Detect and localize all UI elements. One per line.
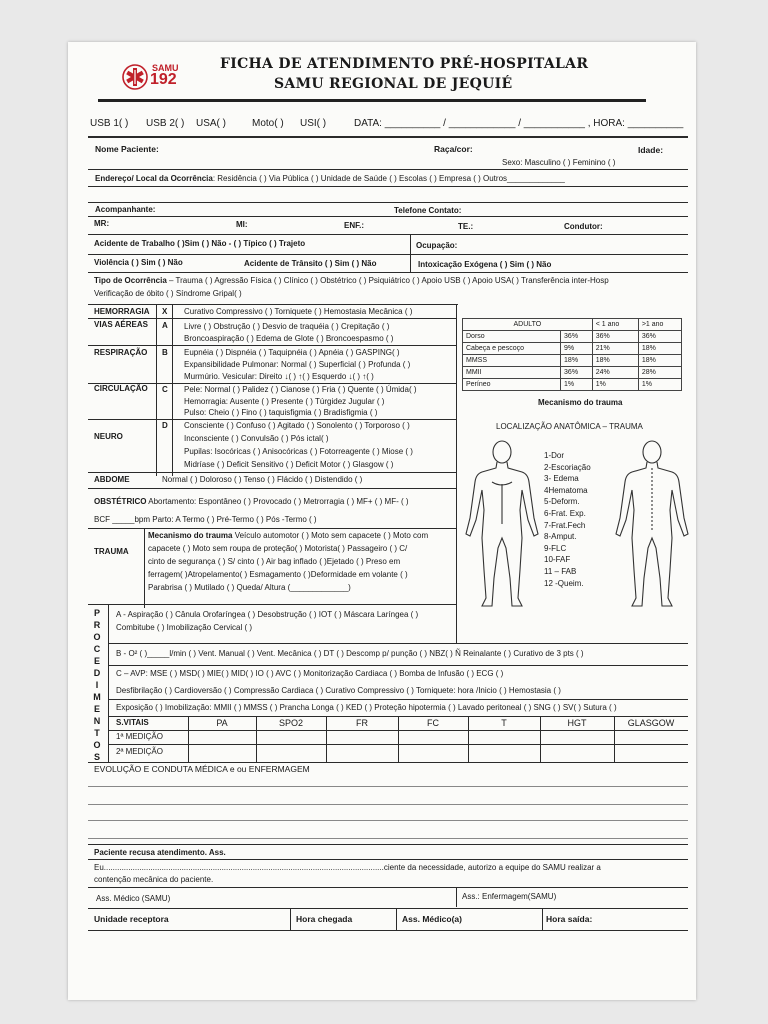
trauma-options-2[interactable]: capacete ( ) Moto sem roupa de proteção( ) Motorista( ) Passageiro ( ) C/	[148, 544, 408, 553]
airway-letter: A	[162, 321, 168, 330]
legend-item: 12 -Queim.	[544, 578, 584, 588]
intoxication-options[interactable]: Intoxicação Exógena ( ) Sim ( ) Não	[418, 260, 552, 269]
circulation-letter: C	[162, 385, 168, 394]
form-title: FICHA DE ATENDIMENTO PRÉ-HOSPITALAR	[220, 56, 589, 72]
age-label[interactable]: Idade:	[638, 145, 664, 155]
breathing-letter: B	[162, 348, 168, 357]
work-accident-options[interactable]: Acidente de Trabalho ( )Sim ( ) Não - ( ) Típico ( ) Trajeto	[94, 239, 306, 248]
burn-cell: 18%	[561, 355, 593, 367]
hemorrhage-letter: X	[162, 307, 168, 316]
legend-item: 4Hematoma	[544, 485, 588, 495]
trauma-options-5[interactable]: Parabrisa ( ) Mutilado ( ) Queda/ Altura (_____________)	[148, 583, 351, 592]
breathing-options-3[interactable]: Murmúrio. Vesicular: Direito ↓( ) ↑( ) Esquerdo ↓( ) ↑( )	[184, 372, 374, 381]
side-letter: S	[93, 752, 100, 762]
side-letter: E	[93, 656, 100, 666]
doctor-signature-label[interactable]: Ass. Médico (SAMU)	[96, 894, 171, 903]
sex-options[interactable]: Sexo: Masculino ( ) Feminino ( )	[502, 158, 616, 167]
hemorrhage-options[interactable]: Curativo Compressivo ( ) Torniquete ( ) Hemostasia Mecânica ( )	[184, 307, 413, 316]
logo-samu-text: SAMU	[152, 63, 179, 73]
companion-label[interactable]: Acompanhante:	[95, 205, 156, 214]
occurrence-type-options-2[interactable]: Verificação de óbito ( ) Síndrome Gripal( )	[94, 289, 242, 298]
burn-percentage-table	[462, 318, 682, 391]
date-time-field[interactable]: DATA: __________ / ____________ / ___________ , HORA: __________	[354, 118, 684, 129]
vitals-header-fc: FC	[427, 718, 439, 728]
burn-cell: MMII	[463, 367, 561, 379]
consent-statement-2: contenção mecânica do paciente.	[94, 875, 214, 884]
samu-star-of-life-icon	[122, 64, 148, 90]
anatomy-legend	[544, 450, 606, 589]
vitals-header-pa: PA	[216, 718, 228, 728]
nursing-signature-label[interactable]: Ass.: Enfermagem(SAMU)	[462, 892, 557, 901]
evolution-line[interactable]	[88, 838, 688, 839]
departure-time-label[interactable]: Hora saída:	[546, 914, 593, 924]
neuro-options-1[interactable]: Consciente ( ) Confuso ( ) Agitado ( ) Sonolento ( ) Torporoso ( )	[184, 421, 410, 430]
side-letter: E	[93, 704, 100, 714]
breathing-options-1[interactable]: Eupnéia ( ) Dispnéia ( ) Taquipnéia ( ) Apnéia ( ) GASPING( )	[184, 348, 400, 357]
legend-item: 11 – FAB	[544, 566, 577, 576]
vitals-header-label: S.VITAIS	[116, 718, 149, 727]
phone-label[interactable]: Telefone Contato:	[394, 206, 462, 215]
side-letter: T	[94, 728, 100, 738]
driver-label[interactable]: Condutor:	[564, 222, 603, 231]
patient-name-label[interactable]: Nome Paciente:	[95, 144, 159, 154]
procedure-c-options-2[interactable]: Desfibrilação ( ) Cardioversão ( ) Compressão Cardiaca ( ) Curativo Compressivo ( ) Torniquete: hora /Inicio ( ) Hemostasia ( )	[116, 686, 561, 695]
legend-item: 9-FLC	[544, 543, 567, 553]
trauma-options-3[interactable]: cinto de segurança ( ) S/ cinto ( ) Air bag inflado ( )Ejetado ( ) Preso em	[148, 557, 401, 566]
breathing-options-2[interactable]: Expansibilidade Pulmonar: Normal ( ) Superficial ( ) Profunda ( )	[184, 360, 411, 369]
burn-header-adult: ADULTO	[463, 319, 593, 331]
usi-option[interactable]: USI( )	[300, 118, 327, 129]
burn-table-row	[463, 331, 682, 343]
circulation-options-3[interactable]: Pulso: Cheio ( ) Fino ( ) taquisfigmia ( ) Bradisfigmia ( )	[184, 408, 378, 417]
moto-option[interactable]: Moto( )	[252, 118, 284, 129]
bcf-field[interactable]: BCF _____bpm Parto: A Termo ( ) Pré-Termo ( ) Pós -Termo ( )	[94, 515, 317, 524]
neuro-options-3[interactable]: Pupilas: Isocóricas ( ) Anisocóricas ( ) Fotorreagente ( ) Miose ( )	[184, 447, 413, 456]
evolution-line[interactable]	[88, 786, 688, 787]
vitals-header-spo2: SPO2	[278, 718, 303, 728]
traffic-accident-options[interactable]: Acidente de Trânsito ( ) Sim ( ) Não	[244, 259, 377, 268]
te-label[interactable]: TE.:	[458, 222, 474, 231]
procedure-exposure-options[interactable]: Exposição ( ) Imobilização: MMII ( ) MMSS ( ) Prancha Longa ( ) KED ( ) Proteção hipotermia ( ) Lavado peritoneal ( ) SNG ( ) SV( ) Sutura ( )	[116, 703, 617, 712]
abdomen-options[interactable]: Normal ( ) Doloroso ( ) Tenso ( ) Flácido ( ) Distendido ( )	[162, 475, 363, 484]
burn-cell: 24%	[592, 367, 638, 379]
vitals-header-glasgow: GLASGOW	[627, 718, 675, 728]
circulation-label: CIRCULAÇÃO	[94, 384, 148, 393]
burn-header-over1: >1 ano	[638, 319, 681, 331]
burn-cell: 1%	[638, 379, 681, 391]
legend-item: 3- Edema	[544, 474, 579, 484]
legend-item: 2-Escoriação	[544, 462, 591, 472]
burn-cell: Períneo	[463, 379, 561, 391]
burn-cell: 18%	[638, 355, 681, 367]
procedure-a-options-1[interactable]: A - Aspiração ( ) Cânula Orofaríngea ( ) Desobstrução ( ) IOT ( ) Máscara Laríngea ( )	[116, 610, 419, 619]
burn-cell: 18%	[638, 343, 681, 355]
abdomen-label: ABDOME	[94, 475, 130, 484]
trauma-options-4[interactable]: ferragem( )Atropelamento( ) Esmagamento ( )Deformidade em volante ( )	[148, 570, 408, 579]
legend-item: 10-FAF	[544, 555, 571, 565]
side-letter: D	[93, 668, 101, 678]
burn-cell: Dorso	[463, 331, 561, 343]
usb1-option[interactable]: USB 1( )	[90, 118, 129, 129]
vitals-row-2-label[interactable]: 2ª MEDIÇÃO	[116, 747, 163, 756]
trauma-label: TRAUMA	[94, 547, 129, 556]
side-letter: R	[93, 620, 101, 630]
legend-item: 1-Dor	[544, 451, 565, 460]
burn-table-row	[463, 355, 682, 367]
side-letter: I	[95, 680, 99, 690]
burn-cell: 36%	[561, 367, 593, 379]
vitals-header-hgt: HGT	[567, 718, 587, 728]
neuro-options-4[interactable]: Midríase ( ) Deficit Sensitivo ( ) Deficit Motor ( ) Glasgow ( )	[184, 460, 394, 469]
anatomy-title: LOCALIZAÇÃO ANATÔMICA – TRAUMA	[496, 422, 643, 431]
neuro-letter: D	[162, 421, 168, 430]
airway-label: VIAS AÉREAS	[94, 320, 148, 329]
vitals-header-fr: FR	[356, 718, 368, 728]
circulation-options-1[interactable]: Pele: Normal ( ) Palidez ( ) Cianose ( ) Fria ( ) Quente ( ) Úmida( )	[184, 385, 417, 394]
burn-cell: 21%	[592, 343, 638, 355]
vitals-row-1-label[interactable]: 1ª MEDIÇÃO	[116, 732, 163, 741]
mr-label[interactable]: MR:	[94, 219, 110, 228]
burn-table-caption: Mecanismo do trauma	[538, 398, 623, 407]
neuro-options-2[interactable]: Inconsciente ( ) Convulsão ( ) Pós ictal( )	[184, 434, 329, 443]
legend-item: 5-Deform.	[544, 497, 580, 507]
enf-label[interactable]: ENF.:	[344, 221, 364, 230]
side-letter: N	[93, 716, 101, 726]
legend-item: 7-Frat.Fech	[544, 520, 586, 530]
mi-label[interactable]: MI:	[236, 220, 248, 229]
violence-options[interactable]: Violência ( ) Sim ( ) Não	[94, 258, 183, 267]
receiving-doctor-label[interactable]: Ass. Médico(a)	[402, 914, 462, 924]
burn-cell: 36%	[561, 331, 593, 343]
airway-options-1[interactable]: Livre ( ) Obstrução ( ) Desvio de traquéia ( ) Crepitação ( )	[184, 322, 390, 331]
procedure-c-options-1[interactable]: C – AVP: MSE ( ) MSD( ) MIE( ) MID( ) IO ( ) AVC ( ) Monitorização Cardiaca ( ) Bomba de Infusão ( ) ECG ( )	[116, 669, 504, 678]
circulation-options-2[interactable]: Hemorragia: Ausente ( ) Presente ( ) Túrgidez Jugular ( )	[184, 397, 385, 406]
side-letter: M	[93, 692, 101, 702]
occupation-label[interactable]: Ocupação:	[416, 241, 458, 250]
usb2-option[interactable]: USB 2( )	[146, 118, 185, 129]
legend-item: 8-Amput.	[544, 532, 577, 542]
burn-cell: 18%	[592, 355, 638, 367]
vitals-header-t: T	[501, 718, 507, 728]
title-rule	[98, 99, 646, 102]
arrival-time-label[interactable]: Hora chegada	[296, 914, 353, 924]
logo-192-text: 192	[150, 71, 177, 88]
form-sheet	[68, 42, 696, 1000]
burn-header-under1: < 1 ano	[592, 319, 638, 331]
burn-table-header	[463, 319, 682, 331]
procedure-b-options[interactable]: B - O² ( )_____l/min ( ) Vent. Manual ( ) Vent. Mecânica ( ) DT ( ) Descomp p/ punção ( ) NBZ( ) Ñ Reinalante ( ) Curativo de 3 pts ( )	[116, 649, 584, 658]
address-field[interactable]: Endereço/ Local da Ocorrência: Residência ( ) Via Pública ( ) Unidade de Saúde ( ) Escolas ( ) Empresa ( ) Outros_____________	[95, 174, 565, 183]
burn-table-row	[463, 343, 682, 355]
race-label[interactable]: Raça/cor:	[434, 144, 473, 154]
evolution-line[interactable]	[88, 804, 688, 805]
burn-cell: MMSS	[463, 355, 561, 367]
body-front-figure[interactable]	[460, 438, 544, 614]
burn-cell: 28%	[638, 367, 681, 379]
receiving-unit-label[interactable]: Unidade receptora	[94, 914, 169, 924]
legend-item: 6-Frat. Exp.	[544, 508, 586, 518]
burn-cell: 1%	[592, 379, 638, 391]
trauma-options-1[interactable]: Mecanismo do trauma Veículo automotor ( ) Moto sem capacete ( ) Moto com	[148, 531, 429, 540]
burn-cell: 36%	[638, 331, 681, 343]
procedure-a-options-2[interactable]: Combitube ( ) Imobilização Cervical ( )	[116, 623, 253, 632]
usa-option[interactable]: USA( )	[196, 118, 226, 129]
side-letter: O	[93, 740, 101, 750]
burn-cell: 36%	[592, 331, 638, 343]
evolution-label: EVOLUÇÃO E CONDUTA MÉDICA e ou ENFERMAGEM	[94, 764, 310, 774]
burn-cell: 9%	[561, 343, 593, 355]
occurrence-type-options[interactable]: Tipo de Ocorrência – Trauma ( ) Agressão Física ( ) Clínico ( ) Obstétrico ( ) Psiquiátrico ( ) Apoio USB ( ) Apoio USA( ) Transferência inter-Hosp	[94, 276, 609, 285]
burn-table-row	[463, 379, 682, 391]
body-back-figure[interactable]	[610, 438, 694, 614]
airway-options-2[interactable]: Broncoaspiração ( ) Edema de Glote ( ) Broncoespasmo ( )	[184, 334, 394, 343]
burn-table-row	[463, 367, 682, 379]
burn-cell: 1%	[561, 379, 593, 391]
evolution-line[interactable]	[88, 820, 688, 821]
side-letter: O	[93, 632, 101, 642]
form-subtitle: SAMU REGIONAL DE JEQUIÉ	[274, 76, 513, 92]
hemorrhage-label: HEMORRAGIA	[94, 307, 150, 316]
breathing-label: RESPIRAÇÃO	[94, 348, 148, 357]
side-letter: C	[93, 644, 101, 654]
side-letter: P	[93, 608, 100, 618]
consent-statement[interactable]: Eu..............................................................................................................................ciente da necessidade, autorizo a equipe do SAMU realizar a	[94, 863, 601, 872]
neuro-label: NEURO	[94, 432, 123, 441]
burn-cell: Cabeça e pescoço	[463, 343, 561, 355]
refusal-label[interactable]: Paciente recusa atendimento. Ass.	[94, 848, 226, 857]
obstetric-options[interactable]: OBSTÉTRICO Abortamento: Espontâneo ( ) Provocado ( ) Metrorragia ( ) MF+ ( ) MF- ( )	[94, 497, 409, 506]
procedures-vertical-label	[92, 607, 102, 763]
